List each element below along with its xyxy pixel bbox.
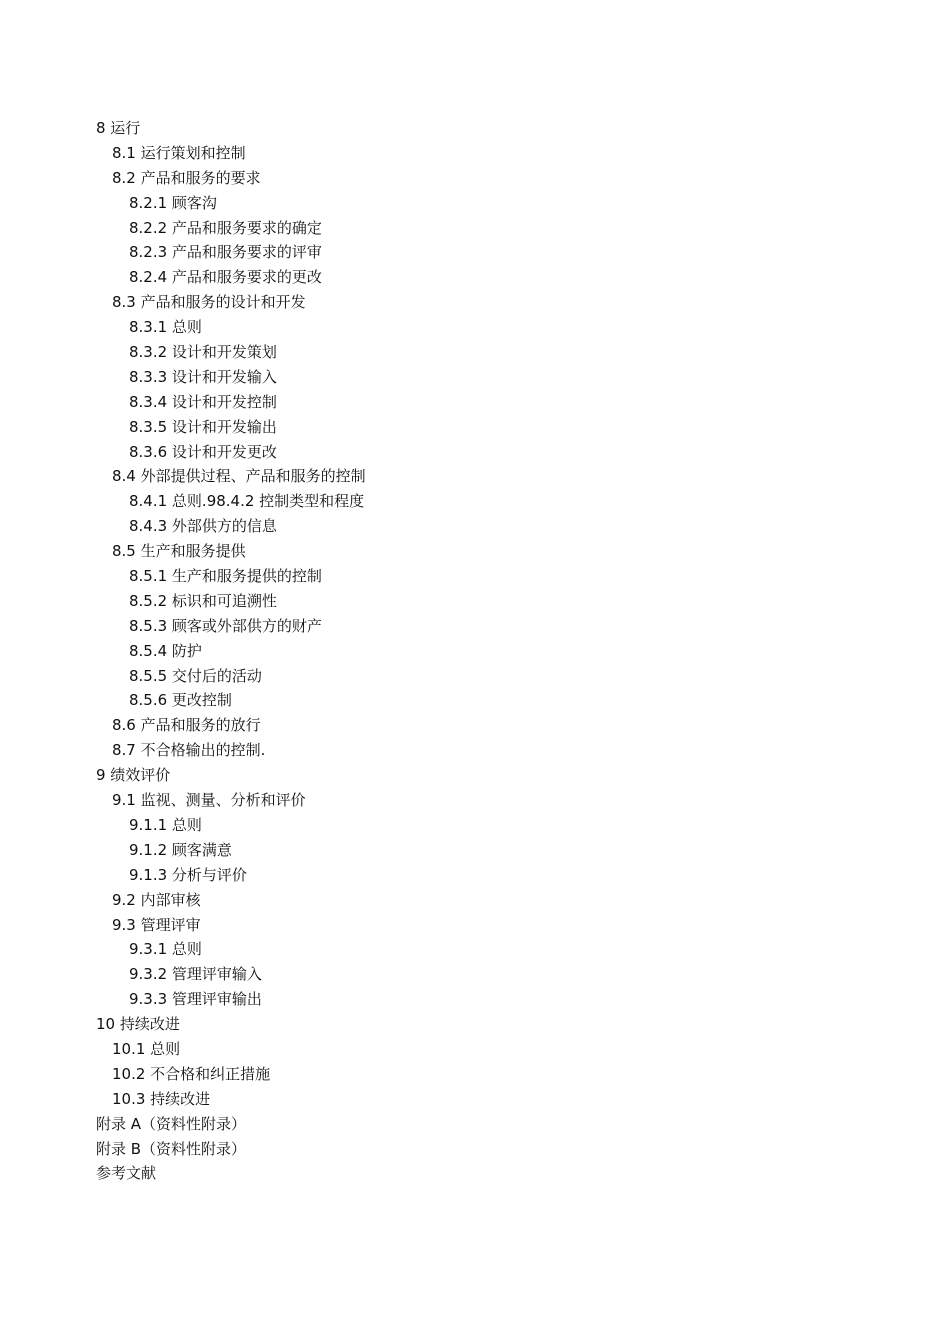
toc-entry: 10.3 持续改进	[112, 1089, 211, 1108]
toc-entry: 8.3.6 设计和开发更改	[129, 442, 277, 461]
table-of-contents	[96, 116, 366, 1186]
toc-entry: 9.1.1 总则	[129, 815, 202, 834]
toc-entry: 8.2 产品和服务的要求	[112, 168, 261, 187]
toc-entry: 9.3.3 管理评审输出	[129, 990, 262, 1009]
toc-entry: 9.2 内部审核	[112, 890, 201, 909]
toc-entry: 8.3.4 设计和开发控制	[129, 392, 277, 411]
toc-entry: 10.1 总则	[112, 1039, 181, 1058]
toc-entry: 10 持续改进	[96, 1015, 180, 1034]
toc-entry: 8.3.5 设计和开发输出	[129, 417, 277, 436]
toc-entry: 10.2 不合格和纠正措施	[112, 1064, 271, 1083]
toc-entry: 8.5.1 生产和服务提供的控制	[129, 567, 322, 586]
toc-entry: 8.2.4 产品和服务要求的更改	[129, 268, 322, 287]
toc-entry: 8.7 不合格输出的控制.	[112, 741, 266, 760]
toc-entry: 8.2.2 产品和服务要求的确定	[129, 218, 322, 237]
toc-entry: 8.2.1 顾客沟	[129, 193, 217, 212]
toc-entry: 9.1.2 顾客满意	[129, 840, 232, 859]
toc-entry: 9.1.3 分析与评价	[129, 865, 247, 884]
toc-entry: 8.4.1 总则.98.4.2 控制类型和程度	[129, 492, 365, 511]
toc-entry: 参考文献	[96, 1164, 157, 1183]
toc-entry: 9.1 监视、测量、分析和评价	[112, 791, 306, 810]
toc-entry: 8.4.3 外部供方的信息	[129, 517, 277, 536]
toc-entry: 8.5.4 防护	[129, 641, 202, 660]
toc-entry: 附录 A（资料性附录）	[96, 1114, 247, 1133]
toc-entry: 8.6 产品和服务的放行	[112, 716, 261, 735]
toc-entry: 9.3 管理评审	[112, 915, 201, 934]
toc-entry: 9.3.2 管理评审输入	[129, 965, 262, 984]
toc-entry: 8.4 外部提供过程、产品和服务的控制	[112, 467, 366, 486]
toc-entry: 8.3.2 设计和开发策划	[129, 343, 277, 362]
toc-entry: 8.3 产品和服务的设计和开发	[112, 293, 306, 312]
toc-entry: 8 运行	[96, 119, 141, 137]
toc-entry: 8.5.5 交付后的活动	[129, 666, 262, 685]
toc-entry: 附录 B（资料性附录）	[96, 1139, 247, 1158]
toc-entry: 8.5.2 标识和可追溯性	[129, 591, 277, 610]
toc-entry: 9 绩效评价	[96, 766, 171, 785]
toc-entry: 8.3.3 设计和开发输入	[129, 367, 277, 386]
toc-entry: 9.3.1 总则	[129, 940, 202, 959]
toc-entry: 8.3.1 总则	[129, 318, 202, 337]
toc-entry: 8.2.3 产品和服务要求的评审	[129, 243, 322, 262]
toc-entry: 8.5 生产和服务提供	[112, 542, 246, 561]
toc-entry: 8.5.6 更改控制	[129, 691, 232, 710]
toc-entry: 8.5.3 顾客或外部供方的财产	[129, 616, 322, 635]
toc-entry: 8.1 运行策划和控制	[112, 143, 246, 162]
